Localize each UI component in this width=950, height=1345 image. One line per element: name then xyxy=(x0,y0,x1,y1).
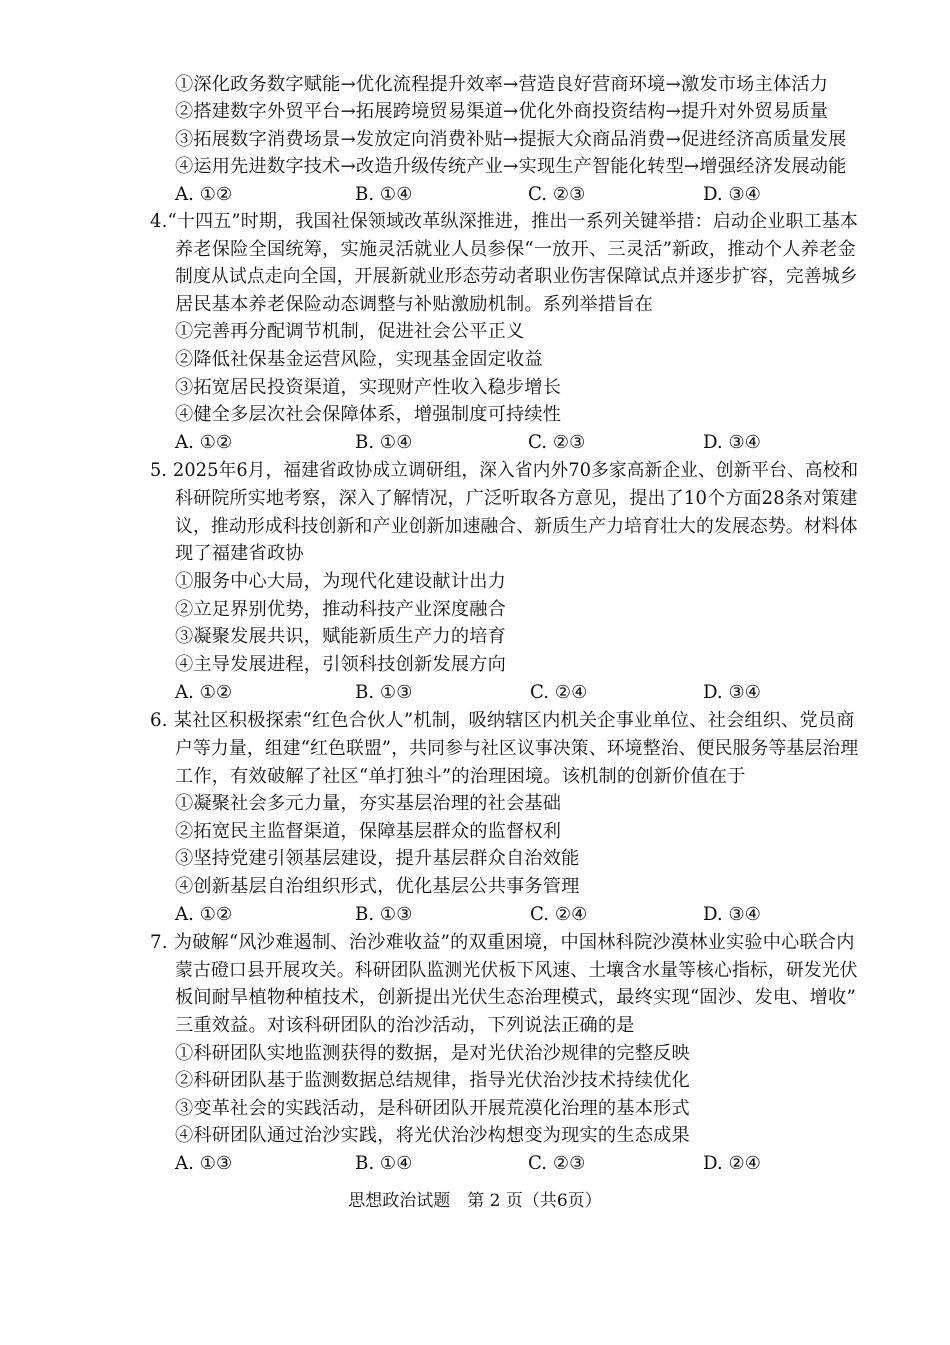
q7-stem-line: 7. 为破解“风沙难遏制、治沙难收益”的双重困境，中国林科院沙漠林业实验中心联合内 xyxy=(150,932,855,953)
q7-item-2: ②科研团队基于监测数据总结规律，指导光伏治沙技术持续优化 xyxy=(175,1070,690,1091)
option-d: D. ③④ xyxy=(703,432,762,453)
option-d: D. ③④ xyxy=(703,184,762,205)
q7-stem-line: 蒙古磴口县开展攻关。科研团队监测光伏板下风速、土壤含水量等核心指标，研发光伏 xyxy=(175,960,858,981)
q6-item-2: ②拓宽民主监督渠道，保障基层群众的监督权利 xyxy=(175,821,562,842)
q6-item-3: ③坚持党建引领基层建设，提升基层群众自治效能 xyxy=(175,848,580,869)
q7-item-4: ④科研团队通过治沙实践，将光伏治沙构想变为现实的生态成果 xyxy=(175,1125,690,1146)
q5-stem-line: 现了福建省政协 xyxy=(175,543,304,564)
option-a: A. ①② xyxy=(175,904,233,925)
q4-item-4: ④健全多层次社会保障体系，增强制度可持续性 xyxy=(175,404,562,425)
q5-item-4: ④主导发展进程，引领科技创新发展方向 xyxy=(175,654,506,675)
q7-item-1: ①科研团队实地监测获得的数据，是对光伏治沙规律的完整反映 xyxy=(175,1043,690,1064)
option-b: B. ①④ xyxy=(355,184,413,205)
option-a: A. ①③ xyxy=(175,1153,233,1174)
q5-stem-line: 议，推动形成科技创新和产业创新加速融合、新质生产力培育壮大的发展态势。材料体 xyxy=(175,516,858,537)
option-c: C. ②③ xyxy=(528,432,586,453)
option-b: B. ①③ xyxy=(355,682,413,703)
q6-stem-line: 6. 某社区积极探索“红色合伙人”机制，吸纳辖区内机关企事业单位、社会组织、党员商 xyxy=(150,710,855,731)
q6-item-1: ①凝聚社会多元力量，夯实基层治理的社会基础 xyxy=(175,793,562,814)
option-a: A. ①② xyxy=(175,184,233,205)
q5-stem-line: 5. 2025年6月，福建省政协成立调研组，深入省内外70多家高新企业、创新平台、高校和 xyxy=(150,460,859,481)
q4-item-3: ③拓宽居民投资渠道，实现财产性收入稳步增长 xyxy=(175,377,562,398)
q4-stem-line: 4.“十四五”时期，我国社保领域改革纵深推进，推出一系列关键举措：启动企业职工基本 xyxy=(150,211,859,232)
q4-item-2: ②降低社保基金运营风险，实现基金固定收益 xyxy=(175,349,543,370)
q5-item-1: ①服务中心大局，为现代化建设献计出力 xyxy=(175,571,506,592)
q5-item-2: ②立足界别优势，推动科技产业深度融合 xyxy=(175,599,506,620)
option-a: A. ①② xyxy=(175,432,233,453)
q7-item-3: ③变革社会的实践活动，是科研团队开展荒漠化治理的基本形式 xyxy=(175,1098,690,1119)
q6-item-4: ④创新基层自治组织形式，优化基层公共事务管理 xyxy=(175,876,580,897)
q4-stem-line: 制度从试点走向全国，开展新就业形态劳动者职业伤害保障试点并逐步扩容，完善城乡 xyxy=(175,266,858,287)
q7-stem-line: 板间耐旱植物种植技术，创新提出光伏生态治理模式，最终实现“固沙、发电、增收” xyxy=(175,987,856,1008)
q4-stem-line: 居民基本养老保险动态调整与补贴激励机制。系列举措旨在 xyxy=(175,294,654,315)
q5-stem-line: 科研院所实地考察，深入了解情况，广泛听取各方意见，提出了10个方面28条对策建 xyxy=(175,488,858,509)
q5-item-3: ③凝聚发展共识，赋能新质生产力的培育 xyxy=(175,626,506,647)
option-c: C. ②④ xyxy=(530,904,588,925)
option-d: D. ③④ xyxy=(703,904,762,925)
q3-item-3: ③拓展数字消费场景→发放定向消费补贴→提振大众商品消费→促进经济高质量发展 xyxy=(175,129,847,150)
q3-item-2: ②搭建数字外贸平台→拓展跨境贸易渠道→优化外商投资结构→提升对外贸易质量 xyxy=(175,101,829,122)
option-c: C. ②③ xyxy=(528,184,586,205)
option-d: D. ③④ xyxy=(703,682,762,703)
option-b: B. ①③ xyxy=(355,904,413,925)
option-b: B. ①④ xyxy=(355,432,413,453)
page-footer: 思想政治试题 第 2 页（共6页） xyxy=(348,1191,602,1211)
q4-stem-line: 养老保险全国统筹，实施灵活就业人员参保“一放开、三灵活”新政，推动个人养老金 xyxy=(175,239,856,260)
option-d: D. ②④ xyxy=(703,1153,762,1174)
option-c: C. ②④ xyxy=(530,682,588,703)
q6-stem-line: 户等力量，组建“红色联盟”，共同参与社区议事决策、环境整治、便民服务等基层治理 xyxy=(175,738,859,759)
q4-item-1: ①完善再分配调节机制，促进社会公平正义 xyxy=(175,321,525,342)
option-c: C. ②③ xyxy=(528,1153,586,1174)
q7-stem-line: 三重效益。对该科研团队的治沙活动，下列说法正确的是 xyxy=(175,1015,635,1036)
q6-stem-line: 工作，有效破解了社区“单打独斗”的治理困境。该机制的创新价值在于 xyxy=(175,766,746,787)
q3-item-4: ④运用先进数字技术→改造升级传统产业→实现生产智能化转型→增强经济发展动能 xyxy=(175,156,847,177)
q3-item-1: ①深化政务数字赋能→优化流程提升效率→营造良好营商环境→激发市场主体活力 xyxy=(175,74,829,95)
option-a: A. ①② xyxy=(175,682,233,703)
option-b: B. ①④ xyxy=(355,1153,413,1174)
